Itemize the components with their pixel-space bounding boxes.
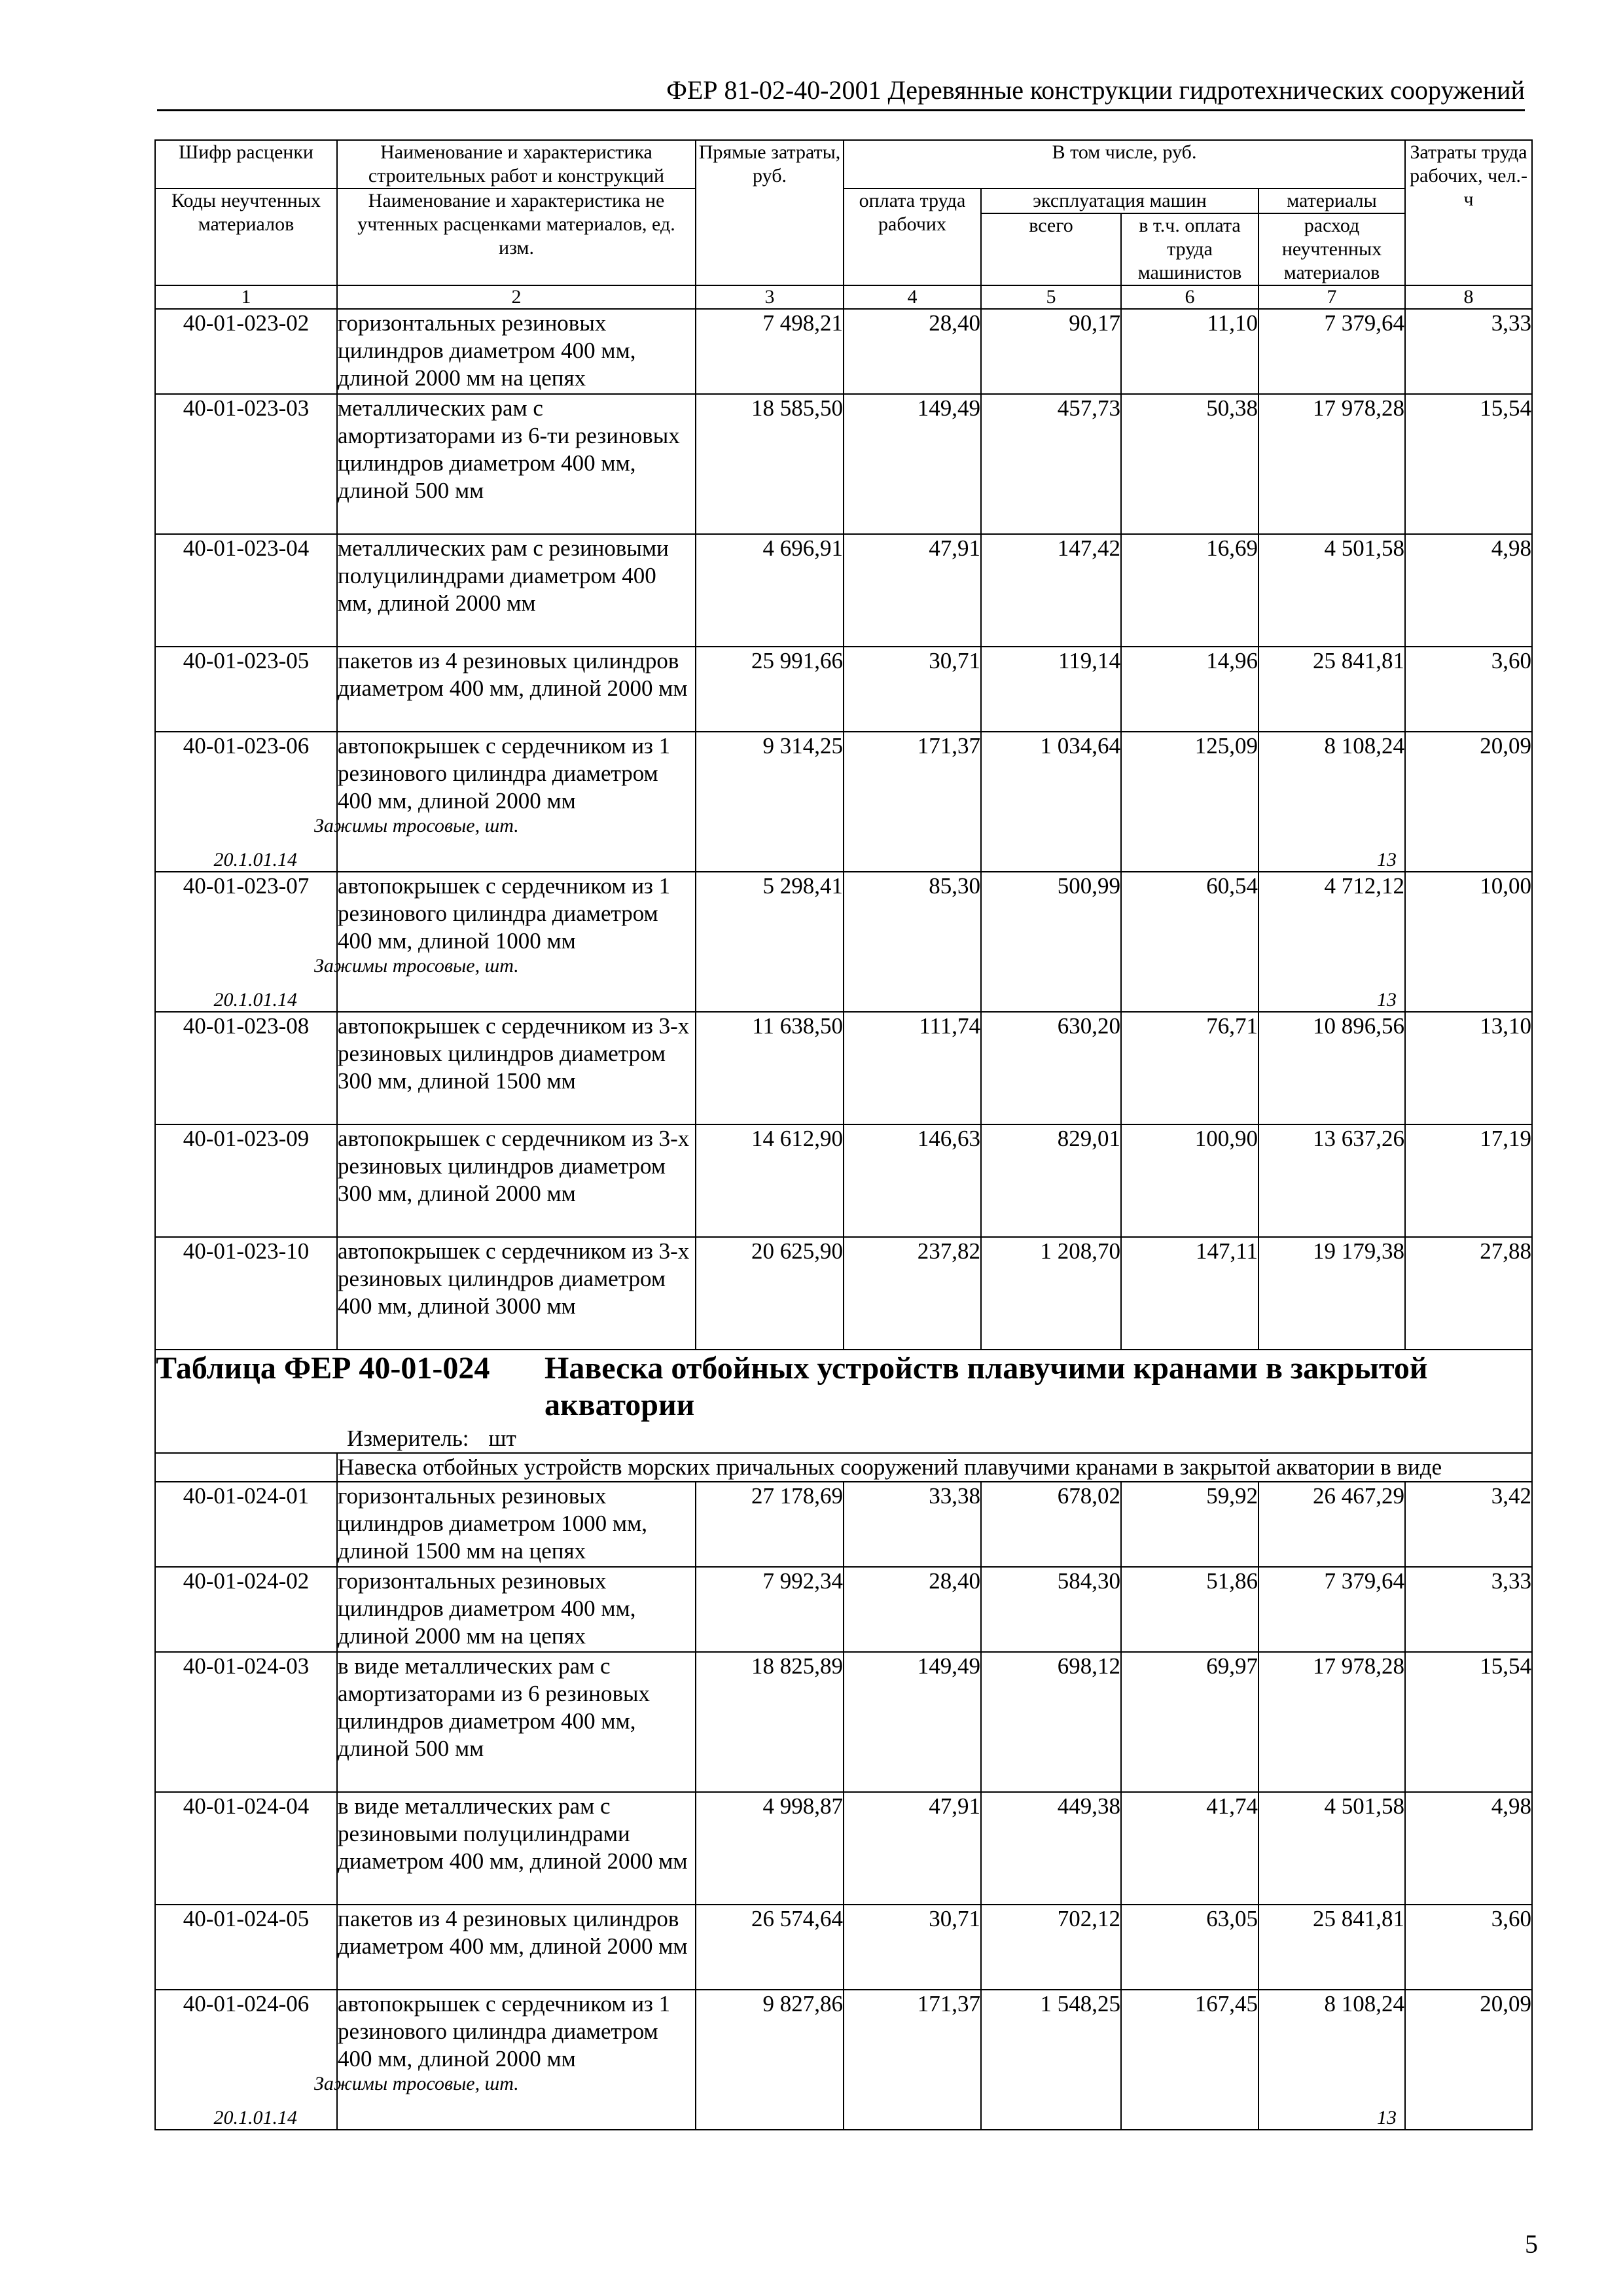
work-name-cell: [314, 1990, 696, 2130]
machines-total: 698,12: [981, 1652, 1121, 1792]
column-number: 2: [337, 285, 696, 309]
work-name: автопокрышек с сердечником из 1 резинового цилиндра диаметром 400 мм, длиной 1000 мм: [338, 873, 671, 954]
materials-cost: 25 841,81: [1313, 648, 1405, 673]
materials-cell: [1258, 1652, 1405, 1792]
work-name: горизонтальных резиновых цилиндров диаметром 400 мм, длиной 2000 мм на цепях: [338, 1568, 636, 1649]
materials-cell: [1258, 1012, 1405, 1124]
header-material-names: Наименование и характеристика не учтенных расценками материалов, ед. изм.: [337, 188, 696, 285]
work-name: в виде металлических рам с резиновыми полуцилиндрами диаметром 400 мм, длиной 2000 мм: [338, 1793, 688, 1874]
table-row: [155, 1567, 1532, 1652]
materials-cell: [1258, 394, 1405, 534]
rate-code: 40-01-024-01: [183, 1483, 310, 1509]
labor-pay: 28,40: [844, 309, 981, 394]
machines-total: 1 034,64: [981, 732, 1121, 872]
labor-pay: 237,82: [844, 1237, 981, 1350]
materials-cell: [1258, 872, 1405, 1012]
machines-total: 449,38: [981, 1792, 1121, 1905]
work-name-cell: [337, 534, 696, 647]
labor-pay: 30,71: [844, 647, 981, 732]
material-name: Зажимы тросовые, шт.: [314, 955, 519, 977]
direct-costs: 7 992,34: [696, 1567, 844, 1652]
work-name-cell: [337, 309, 696, 394]
rate-code-cell: [155, 1905, 337, 1990]
work-name: автопокрышек с сердечником из 3-х резиновых цилиндров диаметром 400 мм, длиной 3000 мм: [338, 1238, 690, 1319]
machines-total: 584,30: [981, 1567, 1121, 1652]
materials-cost: 25 841,81: [1313, 1906, 1405, 1931]
labor-pay: 28,40: [844, 1567, 981, 1652]
material-quantity: 13: [1377, 849, 1397, 870]
table-row: [155, 1237, 1532, 1350]
work-name: металлических рам с резиновыми полуцилиндрами диаметром 400 мм, длиной 2000 мм: [338, 535, 669, 616]
rate-code-cell: [155, 1482, 337, 1567]
table-row: [155, 1482, 1532, 1567]
column-number: 4: [844, 285, 981, 309]
labor-hours: 20,09: [1405, 732, 1532, 872]
work-name-cell: [337, 1482, 696, 1567]
work-name: автопокрышек с сердечником из 3-х резиновых цилиндров диаметром 300 мм, длиной 2000 мм: [338, 1126, 690, 1206]
materials-cell: [1258, 1905, 1405, 1990]
header-labor-pay: оплата труда рабочих: [844, 188, 981, 285]
column-number: 6: [1121, 285, 1258, 309]
machines-total: 829,01: [981, 1124, 1121, 1237]
table-row: [155, 872, 1532, 1012]
rate-code: 40-01-023-09: [183, 1126, 310, 1151]
machine-operators-pay: 76,71: [1121, 1012, 1258, 1124]
description-spacer: [155, 1453, 337, 1482]
labor-pay: 47,91: [844, 534, 981, 647]
machine-operators-pay: 167,45: [1121, 1990, 1258, 2130]
labor-pay: 149,49: [844, 1652, 981, 1792]
header-code: Шифр расценки: [155, 140, 337, 188]
header-materials: материалы: [1258, 188, 1405, 213]
labor-pay: 146,63: [844, 1124, 981, 1237]
table-heading-row: [155, 1350, 1532, 1453]
work-name-cell: [337, 394, 696, 534]
work-name-cell: [337, 1567, 696, 1652]
materials-cell: [1258, 1990, 1405, 2130]
materials-cell: [1258, 309, 1405, 394]
materials-cost: 4 501,58: [1324, 1793, 1405, 1819]
labor-hours: 3,33: [1405, 309, 1532, 394]
material-quantity: 13: [1377, 989, 1397, 1011]
direct-costs: 9 314,25: [696, 732, 844, 872]
machines-total: 678,02: [981, 1482, 1121, 1567]
labor-pay: 47,91: [844, 1792, 981, 1905]
machines-total: 1 548,25: [981, 1990, 1121, 2130]
table-row: [155, 309, 1532, 394]
materials-cost: 7 379,64: [1324, 310, 1405, 336]
rate-code: 40-01-023-06: [183, 733, 310, 759]
column-number: 7: [1258, 285, 1405, 309]
header-machines-total: всего: [981, 213, 1121, 285]
page-number: 5: [1525, 2229, 1538, 2259]
direct-costs: 25 991,66: [696, 647, 844, 732]
materials-cost: 8 108,24: [1324, 733, 1405, 759]
labor-hours: 3,33: [1405, 1567, 1532, 1652]
direct-costs: 9 827,86: [696, 1990, 844, 2130]
machines-total: 90,17: [981, 309, 1121, 394]
materials-cell: [1258, 1124, 1405, 1237]
work-name-cell: [337, 1124, 696, 1237]
work-name-cell: [314, 872, 696, 1012]
work-name: горизонтальных резиновых цилиндров диаметром 1000 мм, длиной 1500 мм на цепях: [338, 1483, 647, 1564]
direct-costs: 5 298,41: [696, 872, 844, 1012]
machines-total: 119,14: [981, 647, 1121, 732]
rate-code-cell: [155, 872, 337, 1012]
table-row: [155, 394, 1532, 534]
work-name-cell: [314, 732, 696, 872]
machine-operators-pay: 59,92: [1121, 1482, 1258, 1567]
materials-cell: [1258, 1237, 1405, 1350]
header-name: Наименование и характеристика строительных работ и конструкций: [337, 140, 696, 188]
work-name-cell: [337, 1792, 696, 1905]
rate-code-cell: [155, 1237, 337, 1350]
materials-cell: [1258, 732, 1405, 872]
rate-code-cell: [155, 394, 337, 534]
document-header: ФЕР 81-02-40-2001 Деревянные конструкции гидротехнических сооружений: [666, 75, 1525, 105]
labor-hours: 4,98: [1405, 534, 1532, 647]
labor-hours: 15,54: [1405, 394, 1532, 534]
labor-hours: 15,54: [1405, 1652, 1532, 1792]
rate-code: 40-01-023-04: [183, 535, 310, 561]
work-name: автопокрышек с сердечником из 1 резинового цилиндра диаметром 400 мм, длиной 2000 мм: [338, 1991, 671, 2072]
machine-operators-pay: 51,86: [1121, 1567, 1258, 1652]
machine-operators-pay: 63,05: [1121, 1905, 1258, 1990]
labor-pay: 171,37: [844, 1990, 981, 2130]
work-name-cell: [337, 1905, 696, 1990]
measure-unit: [156, 1425, 1531, 1452]
table-row: [155, 647, 1532, 732]
materials-cell: [1258, 534, 1405, 647]
materials-cost: 13 637,26: [1313, 1126, 1405, 1151]
header-unaccounted-materials: расход неучтенных материалов: [1258, 213, 1405, 285]
machine-operators-pay: 147,11: [1121, 1237, 1258, 1350]
machines-total: 702,12: [981, 1905, 1121, 1990]
rate-code: 40-01-023-03: [183, 395, 310, 421]
table-row: [155, 534, 1532, 647]
rate-code-cell: [155, 1124, 337, 1237]
work-name: пакетов из 4 резиновых цилиндров диаметром 400 мм, длиной 2000 мм: [338, 648, 688, 701]
rate-code-cell: [155, 1012, 337, 1124]
work-name: горизонтальных резиновых цилиндров диаметром 400 мм, длиной 2000 мм на цепях: [338, 310, 636, 391]
machine-operators-pay: 100,90: [1121, 1124, 1258, 1237]
work-name: в виде металлических рам с амортизаторами из 6 резиновых цилиндров диаметром 400 мм, длиной 500 мм: [338, 1653, 651, 1761]
rate-code: 40-01-023-05: [183, 648, 310, 673]
direct-costs: 26 574,64: [696, 1905, 844, 1990]
column-number: 1: [155, 285, 337, 309]
materials-cost: 17 978,28: [1313, 1653, 1405, 1679]
rate-code-cell: [155, 1792, 337, 1905]
header-machines: эксплуатация машин: [981, 188, 1258, 213]
table-heading: [155, 1350, 1532, 1453]
measure-label: Измеритель:: [347, 1426, 469, 1451]
header-including: В том числе, руб.: [844, 140, 1405, 188]
rate-code-cell: [155, 1567, 337, 1652]
table-description-row: [155, 1453, 1532, 1482]
materials-cost: 17 978,28: [1313, 395, 1405, 421]
direct-costs: 4 998,87: [696, 1792, 844, 1905]
materials-cell: [1258, 1567, 1405, 1652]
materials-cell: [1258, 647, 1405, 732]
materials-cost: 10 896,56: [1313, 1013, 1405, 1039]
rate-code: 40-01-024-03: [183, 1653, 310, 1679]
table-row: [155, 1905, 1532, 1990]
materials-cell: [1258, 1482, 1405, 1567]
rate-code: 40-01-023-10: [183, 1238, 310, 1264]
material-name: Зажимы тросовые, шт.: [314, 815, 519, 836]
machines-total: 630,20: [981, 1012, 1121, 1124]
rate-code: 40-01-023-02: [183, 310, 310, 336]
table-label: Таблица ФЕР 40-01-024: [156, 1351, 490, 1386]
machine-operators-pay: 50,38: [1121, 394, 1258, 534]
machine-operators-pay: 69,97: [1121, 1652, 1258, 1792]
labor-pay: 30,71: [844, 1905, 981, 1990]
direct-costs: 7 498,21: [696, 309, 844, 394]
machine-operators-pay: 41,74: [1121, 1792, 1258, 1905]
materials-cost: 7 379,64: [1324, 1568, 1405, 1594]
column-number: 5: [981, 285, 1121, 309]
table-row: [155, 1792, 1532, 1905]
work-name: металлических рам с амортизаторами из 6-ти резиновых цилиндров диаметром 400 мм, длиной 500 мм: [338, 395, 680, 503]
table-heading-line: [156, 1350, 1531, 1424]
direct-costs: 4 696,91: [696, 534, 844, 647]
machine-operators-pay: 60,54: [1121, 872, 1258, 1012]
header-divider: [157, 109, 1525, 111]
header-material-codes: Коды неучтенных материалов: [155, 188, 337, 285]
direct-costs: 20 625,90: [696, 1237, 844, 1350]
direct-costs: 11 638,50: [696, 1012, 844, 1124]
work-name-cell: [337, 1237, 696, 1350]
header-machine-operators-pay: в т.ч. оплата труда машинистов: [1121, 213, 1258, 285]
table-row: [155, 1652, 1532, 1792]
material-code: 20.1.01.14: [213, 2107, 297, 2128]
labor-pay: 111,74: [844, 1012, 981, 1124]
rate-code-cell: [155, 1652, 337, 1792]
table-row: [155, 732, 1532, 872]
labor-hours: 10,00: [1405, 872, 1532, 1012]
rate-code-cell: [155, 309, 337, 394]
table-row: [155, 1990, 1532, 2130]
labor-hours: 3,42: [1405, 1482, 1532, 1567]
labor-pay: 171,37: [844, 732, 981, 872]
work-name-cell: [337, 1652, 696, 1792]
machines-total: 147,42: [981, 534, 1121, 647]
rate-code: 40-01-023-08: [183, 1013, 310, 1039]
materials-cost: 19 179,38: [1313, 1238, 1405, 1264]
rate-code-cell: [155, 647, 337, 732]
column-number: 8: [1405, 285, 1532, 309]
machine-operators-pay: 125,09: [1121, 732, 1258, 872]
header-direct-costs: Прямые затраты, руб.: [696, 140, 844, 285]
column-number: 3: [696, 285, 844, 309]
rate-code: 40-01-024-02: [183, 1568, 310, 1594]
material-name: Зажимы тросовые, шт.: [314, 2073, 519, 2094]
machine-operators-pay: 11,10: [1121, 309, 1258, 394]
labor-hours: 4,98: [1405, 1792, 1532, 1905]
material-code: 20.1.01.14: [213, 849, 297, 870]
table-title: Навеска отбойных устройств плавучими кранами в закрытой акватории: [544, 1351, 1428, 1422]
rate-code-cell: [155, 1990, 337, 2130]
work-name-cell: [337, 1012, 696, 1124]
machine-operators-pay: 14,96: [1121, 647, 1258, 732]
machines-total: 1 208,70: [981, 1237, 1121, 1350]
machine-operators-pay: 16,69: [1121, 534, 1258, 647]
materials-cell: [1258, 1792, 1405, 1905]
material-quantity: 13: [1377, 2107, 1397, 2128]
work-name: автопокрышек с сердечником из 1 резинового цилиндра диаметром 400 мм, длиной 2000 мм: [338, 733, 671, 814]
rate-code: 40-01-024-05: [183, 1906, 310, 1931]
table-row: [155, 1012, 1532, 1124]
price-table: [154, 139, 1533, 2130]
labor-hours: 13,10: [1405, 1012, 1532, 1124]
labor-hours: 3,60: [1405, 1905, 1532, 1990]
materials-cost: 8 108,24: [1324, 1991, 1405, 2017]
labor-pay: 85,30: [844, 872, 981, 1012]
machines-total: 500,99: [981, 872, 1121, 1012]
labor-hours: 17,19: [1405, 1124, 1532, 1237]
table-description: Навеска отбойных устройств морских причальных сооружений плавучими кранами в закрытой акватории в виде: [337, 1453, 1532, 1482]
labor-hours: 20,09: [1405, 1990, 1532, 2130]
rate-code-cell: [155, 534, 337, 647]
table-row: [155, 1124, 1532, 1237]
rate-code: 40-01-024-04: [183, 1793, 310, 1819]
machines-total: 457,73: [981, 394, 1121, 534]
direct-costs: 14 612,90: [696, 1124, 844, 1237]
work-name: автопокрышек с сердечником из 3-х резиновых цилиндров диаметром 300 мм, длиной 1500 мм: [338, 1013, 690, 1094]
work-name: пакетов из 4 резиновых цилиндров диаметром 400 мм, длиной 2000 мм: [338, 1906, 688, 1959]
measure-value: шт: [488, 1426, 516, 1451]
rate-code: 40-01-024-06: [183, 1991, 310, 2017]
direct-costs: 27 178,69: [696, 1482, 844, 1567]
labor-pay: 149,49: [844, 394, 981, 534]
header-labor-costs: Затраты труда рабочих, чел.-ч: [1405, 140, 1532, 285]
material-code: 20.1.01.14: [213, 989, 297, 1011]
labor-pay: 33,38: [844, 1482, 981, 1567]
materials-cost: 26 467,29: [1313, 1483, 1405, 1509]
rate-code: 40-01-023-07: [183, 873, 310, 899]
materials-cost: 4 501,58: [1324, 535, 1405, 561]
direct-costs: 18 825,89: [696, 1652, 844, 1792]
materials-cost: 4 712,12: [1324, 873, 1405, 899]
rate-code-cell: [155, 732, 337, 872]
work-name-cell: [337, 647, 696, 732]
direct-costs: 18 585,50: [696, 394, 844, 534]
labor-hours: 3,60: [1405, 647, 1532, 732]
labor-hours: 27,88: [1405, 1237, 1532, 1350]
